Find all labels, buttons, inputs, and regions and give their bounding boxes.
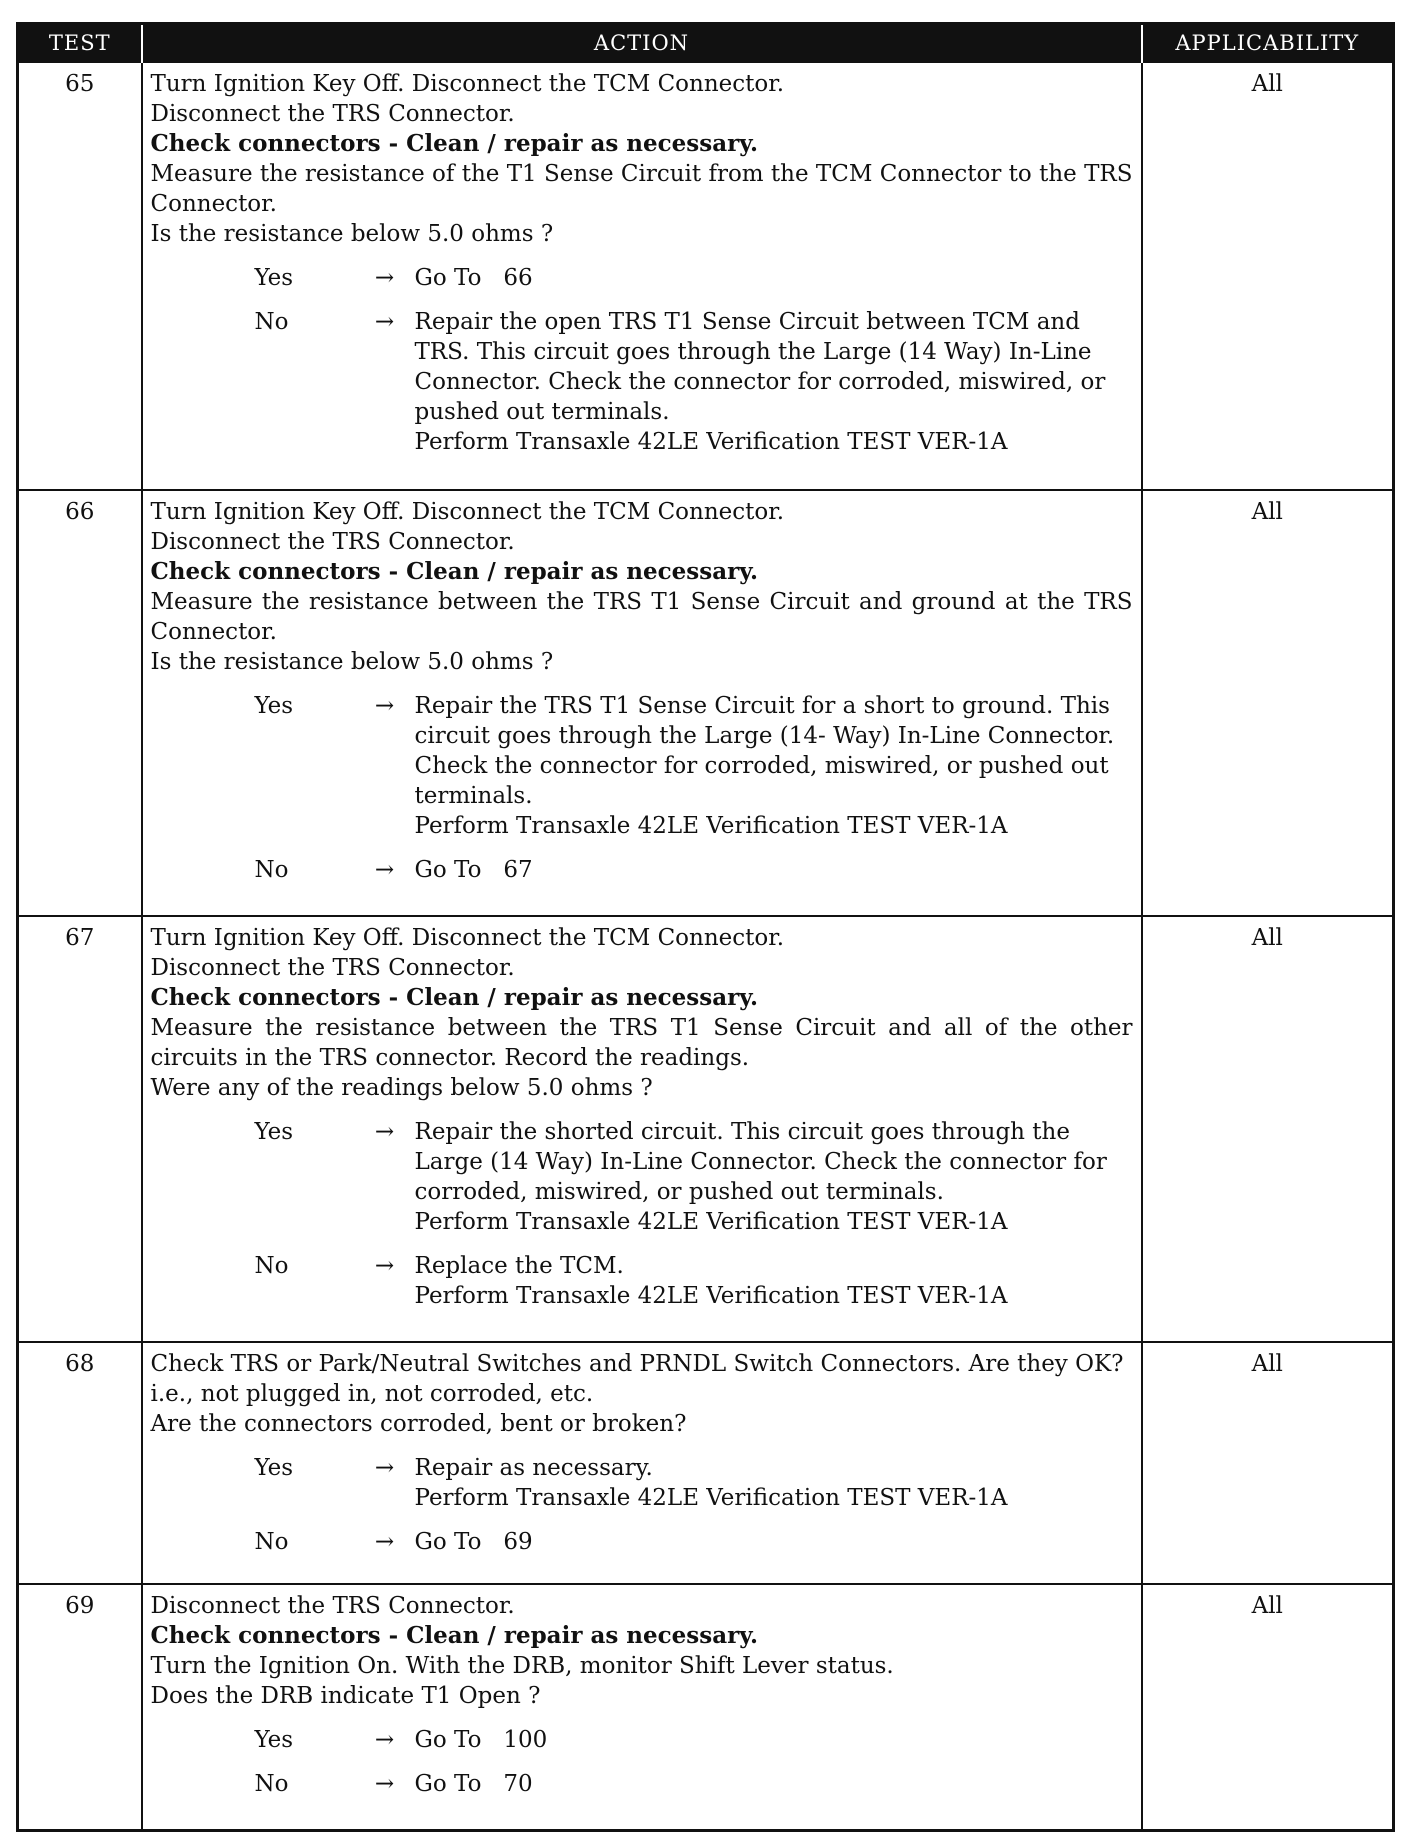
action-instruction-bold: Check connectors - Clean / repair as necessary. xyxy=(150,984,758,1011)
outcome-result-line: Replace the TCM. xyxy=(414,1253,624,1279)
action-cell xyxy=(142,916,1142,1342)
outcome-result xyxy=(415,1769,1133,1799)
outcome-result-line: Go To 66 xyxy=(414,265,533,291)
action-instruction-bold: Check connectors - Clean / repair as necessary. xyxy=(150,558,758,585)
arrow-right-icon: → xyxy=(374,309,395,335)
outcome-result xyxy=(415,691,1133,841)
outcome-no xyxy=(151,1769,1133,1799)
outcome-result-line: Repair the shorted circuit. This circuit goes through the Large (14 Way) In-Line Connector. Check the connector for corroded, miswired, or pushed out terminals. xyxy=(414,1119,1115,1205)
outcome-label: No xyxy=(254,1529,289,1555)
outcome-result-line: Perform Transaxle 42LE Verification TEST VER-1A xyxy=(414,1485,1008,1511)
action-instruction: Are the connectors corroded, bent or broken? xyxy=(150,1411,687,1437)
outcomes xyxy=(151,1117,1133,1311)
outcome-label: Yes xyxy=(254,1455,294,1481)
outcome-label: No xyxy=(254,1253,289,1279)
outcome-result-line: Go To 100 xyxy=(414,1727,548,1753)
action-instruction: Does the DRB indicate T1 Open ? xyxy=(150,1683,541,1709)
outcome-result xyxy=(415,1251,1133,1311)
outcome-result xyxy=(415,1527,1133,1557)
table-row xyxy=(18,1584,1394,1830)
action-instruction-bold: Check connectors - Clean / repair as necessary. xyxy=(150,1622,758,1649)
outcome-result-line: Go To 67 xyxy=(414,857,533,883)
arrow-right-icon: → xyxy=(374,1771,395,1797)
table-header-row xyxy=(18,24,1394,63)
applicability-value: All xyxy=(1142,1584,1394,1830)
outcome-label: No xyxy=(254,857,289,883)
outcome-result-line: Go To 69 xyxy=(414,1529,533,1555)
action-instruction: Turn the Ignition On. With the DRB, monitor Shift Lever status. xyxy=(150,1653,894,1679)
outcomes xyxy=(151,1725,1133,1799)
applicability-value: All xyxy=(1142,490,1394,916)
outcome-no xyxy=(151,855,1133,885)
outcomes xyxy=(151,691,1133,885)
test-number: 66 xyxy=(18,490,142,916)
arrow-right-icon: → xyxy=(374,1119,395,1145)
test-number: 68 xyxy=(18,1342,142,1584)
action-instruction: Measure the resistance between the TRS T1 Sense Circuit and ground at the TRS Connector. xyxy=(150,589,1133,645)
action-instruction: Turn Ignition Key Off. Disconnect the TCM Connector. xyxy=(150,71,785,97)
outcome-label: No xyxy=(254,309,289,335)
outcome-result xyxy=(415,1453,1133,1513)
outcome-yes xyxy=(151,263,1133,293)
outcome-no xyxy=(151,1251,1133,1311)
arrow-right-icon: → xyxy=(374,1455,395,1481)
outcome-result-line: Repair the open TRS T1 Sense Circuit between TCM and TRS. This circuit goes through the Large (14 Way) In-Line Connector. Check the connector for corroded, miswired, or pushed out terminals. xyxy=(414,309,1113,425)
applicability-value: All xyxy=(1142,1342,1394,1584)
outcomes xyxy=(151,263,1133,457)
outcome-label: Yes xyxy=(254,1727,294,1753)
table-row xyxy=(18,490,1394,916)
action-instruction: Were any of the readings below 5.0 ohms ? xyxy=(150,1075,653,1101)
outcome-label: Yes xyxy=(254,693,294,719)
outcome-result-line: Perform Transaxle 42LE Verification TEST VER-1A xyxy=(414,1209,1008,1235)
action-instruction: Check TRS or Park/Neutral Switches and PRNDL Switch Connectors. Are they OK? xyxy=(150,1351,1124,1377)
table-body xyxy=(18,62,1394,1830)
outcome-result-line: Perform Transaxle 42LE Verification TEST VER-1A xyxy=(414,1283,1008,1309)
arrow-right-icon: → xyxy=(374,1727,395,1753)
outcome-result xyxy=(415,307,1133,457)
outcome-result xyxy=(415,855,1133,885)
outcome-result-line: Repair the TRS T1 Sense Circuit for a short to ground. This circuit goes through the Large (14- Way) In-Line Connector. Check the connector for corroded, miswired, or pushed out terminals. xyxy=(414,693,1122,809)
outcome-yes xyxy=(151,1453,1133,1513)
outcome-result xyxy=(415,1117,1133,1237)
action-cell xyxy=(142,62,1142,490)
arrow-right-icon: → xyxy=(374,857,395,883)
outcome-result-line: Repair as necessary. xyxy=(414,1455,653,1481)
action-instruction: Is the resistance below 5.0 ohms ? xyxy=(150,649,554,675)
outcome-yes xyxy=(151,691,1133,841)
action-instruction: i.e., not plugged in, not corroded, etc. xyxy=(150,1381,594,1407)
action-instruction: Disconnect the TRS Connector. xyxy=(150,101,515,127)
outcome-yes xyxy=(151,1725,1133,1755)
applicability-value: All xyxy=(1142,916,1394,1342)
table-row xyxy=(18,62,1394,490)
action-instruction: Turn Ignition Key Off. Disconnect the TCM Connector. xyxy=(150,925,785,951)
outcome-yes xyxy=(151,1117,1133,1237)
table-row xyxy=(18,1342,1394,1584)
action-instruction-bold: Check connectors - Clean / repair as necessary. xyxy=(150,130,758,157)
outcome-result-line: Go To 70 xyxy=(414,1771,533,1797)
header-action: ACTION xyxy=(142,24,1142,63)
outcome-no xyxy=(151,307,1133,457)
outcomes xyxy=(151,1453,1133,1557)
test-number: 67 xyxy=(18,916,142,1342)
outcome-result-line: Perform Transaxle 42LE Verification TEST VER-1A xyxy=(414,429,1008,455)
action-instruction: Measure the resistance between the TRS T1 Sense Circuit and all of the other circuits in the TRS connector. Record the readings. xyxy=(150,1015,1133,1071)
action-cell xyxy=(142,1342,1142,1584)
action-instruction: Disconnect the TRS Connector. xyxy=(150,1593,515,1619)
header-test: TEST xyxy=(18,24,142,63)
action-cell xyxy=(142,1584,1142,1830)
diagnostic-test-table xyxy=(16,22,1395,1832)
table-row xyxy=(18,916,1394,1342)
action-instruction: Turn Ignition Key Off. Disconnect the TCM Connector. xyxy=(150,499,785,525)
action-cell xyxy=(142,490,1142,916)
applicability-value: All xyxy=(1142,62,1394,490)
outcome-result xyxy=(415,263,1133,293)
arrow-right-icon: → xyxy=(374,1529,395,1555)
outcome-result-line: Perform Transaxle 42LE Verification TEST VER-1A xyxy=(414,813,1008,839)
outcome-label: Yes xyxy=(254,265,294,291)
action-instruction: Disconnect the TRS Connector. xyxy=(150,529,515,555)
header-applicability: APPLICABILITY xyxy=(1142,24,1394,63)
test-number: 65 xyxy=(18,62,142,490)
action-instruction: Measure the resistance of the T1 Sense Circuit from the TCM Connector to the TRS Connector. xyxy=(150,161,1133,217)
action-instruction: Is the resistance below 5.0 ohms ? xyxy=(150,221,554,247)
action-instruction: Disconnect the TRS Connector. xyxy=(150,955,515,981)
arrow-right-icon: → xyxy=(374,265,395,291)
arrow-right-icon: → xyxy=(374,693,395,719)
outcome-label: No xyxy=(254,1771,289,1797)
arrow-right-icon: → xyxy=(374,1253,395,1279)
outcome-label: Yes xyxy=(254,1119,294,1145)
outcome-no xyxy=(151,1527,1133,1557)
outcome-result xyxy=(415,1725,1133,1755)
test-number: 69 xyxy=(18,1584,142,1830)
